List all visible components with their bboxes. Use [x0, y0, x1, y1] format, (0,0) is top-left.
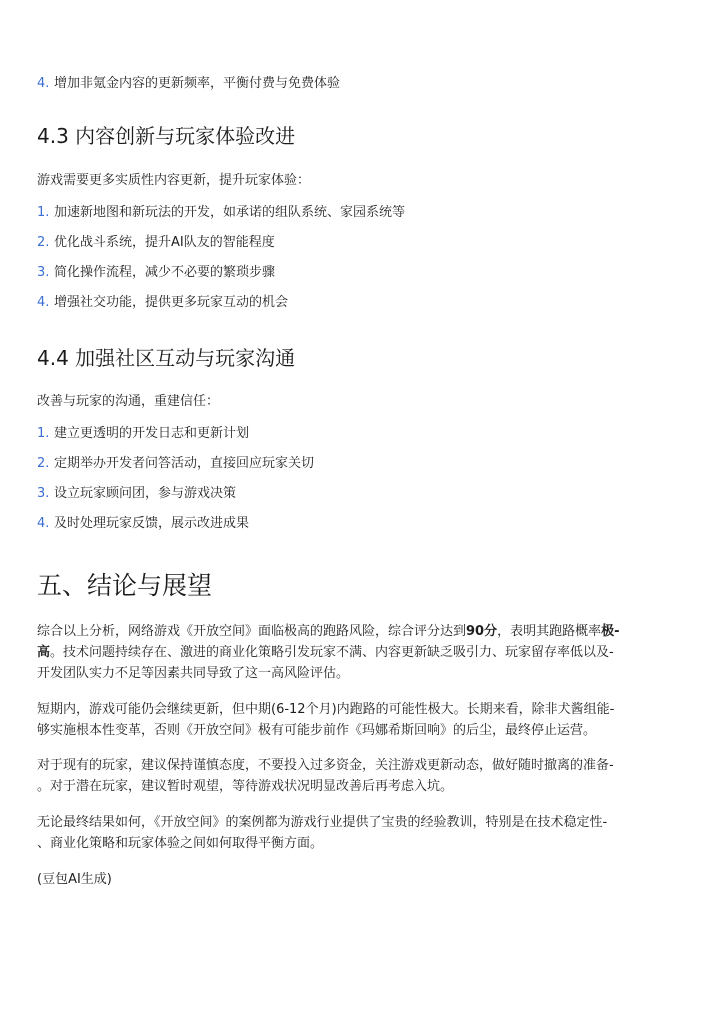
bold-emphasis: 高	[37, 645, 51, 660]
list-item	[37, 293, 405, 313]
top-list	[37, 74, 340, 104]
line-text: 综合以上分析，网络游戏《开放空间》面临极高的跑路风险，综合评分达到	[37, 624, 467, 639]
list-number: 1.	[37, 205, 50, 220]
paragraph-line: 对于现有的玩家，建议保持谨慎态度，不要投入过多资金，关注游戏更新动态，做好随时撤离的准备-	[37, 758, 614, 773]
list-text: 定期举办开发者问答活动，直接回应玩家关切	[54, 456, 315, 471]
list-item	[37, 233, 405, 253]
bold-score: 90分	[466, 624, 498, 639]
list-number: 1.	[37, 426, 50, 441]
list-number: 3.	[37, 265, 50, 280]
list-number: 4.	[37, 516, 50, 531]
list-text: 增强社交功能，提供更多玩家互动的机会	[54, 295, 289, 310]
list-text: 简化操作流程，减少不必要的繁琐步骤	[54, 265, 276, 280]
line-text: ，表明其跑路概率	[497, 624, 602, 639]
list-number: 3.	[37, 486, 50, 501]
list-item	[37, 514, 314, 534]
list-item	[37, 484, 314, 504]
section-heading-4-3: 4.3 内容创新与玩家体验改进	[37, 124, 296, 148]
paragraph-line: 、商业化策略和玩家体验之间如何取得平衡方面。	[37, 836, 324, 851]
section-intro-4-4: 改善与玩家的沟通，重建信任：	[37, 394, 220, 409]
ai-generated-note: (豆包AI生成)	[37, 872, 112, 887]
list-text: 建立更透明的开发日志和更新计划	[54, 426, 250, 441]
list-text: 优化战斗系统，提升AI队友的智能程度	[54, 235, 275, 250]
bold-emphasis: 极-	[601, 624, 620, 639]
section-intro-4-3: 游戏需要更多实质性内容更新，提升玩家体验：	[37, 173, 311, 188]
list-text: 加速新地图和新玩法的开发，如承诺的组队系统、家园系统等	[54, 205, 406, 220]
list-item	[37, 203, 405, 223]
list-4-4	[37, 424, 314, 544]
conclusion-paragraph-4	[37, 812, 607, 854]
list-item	[37, 424, 314, 444]
list-4-3	[37, 203, 405, 323]
list-text: 增加非氪金内容的更新频率，平衡付费与免费体验	[54, 76, 341, 91]
line-text: 。技术问题持续存在、激进的商业化策略引发玩家不满、内容更新缺乏吸引力、玩家留存率低以及-	[50, 645, 614, 660]
conclusion-paragraph-1	[37, 621, 620, 684]
list-number: 2.	[37, 235, 50, 250]
paragraph-line: 够实施根本性变革，否则《开放空间》极有可能步前作《玛娜希斯回响》的后尘，最终停止运营。	[37, 723, 597, 738]
list-item	[37, 263, 405, 283]
paragraph-line: 短期内，游戏可能仍会继续更新，但中期(6-12个月)内跑路的可能性极大。长期来看，除非犬酱组能-	[37, 702, 615, 717]
list-number: 4.	[37, 76, 50, 91]
list-text: 设立玩家顾问团，参与游戏决策	[54, 486, 237, 501]
paragraph-line: 无论最终结果如何，《开放空间》的案例都为游戏行业提供了宝贵的经验教训，特别是在技术稳定性-	[37, 815, 608, 830]
list-item	[37, 454, 314, 474]
list-number: 2.	[37, 456, 50, 471]
conclusion-paragraph-2	[37, 699, 614, 741]
paragraph-line	[37, 621, 620, 642]
paragraph-line: 。对于潜在玩家，建议暂时观望，等待游戏状况明显改善后再考虑入坑。	[37, 779, 454, 794]
conclusion-paragraph-3	[37, 755, 614, 797]
paragraph-line: 开发团队实力不足等因素共同导致了这一高风险评估。	[37, 666, 350, 681]
section-heading-5: 五、结论与展望	[37, 571, 213, 600]
section-heading-4-4: 4.4 加强社区互动与玩家沟通	[37, 346, 296, 370]
list-number: 4.	[37, 295, 50, 310]
list-item	[37, 74, 340, 94]
paragraph-line	[37, 642, 620, 663]
list-text: 及时处理玩家反馈，展示改进成果	[54, 516, 250, 531]
